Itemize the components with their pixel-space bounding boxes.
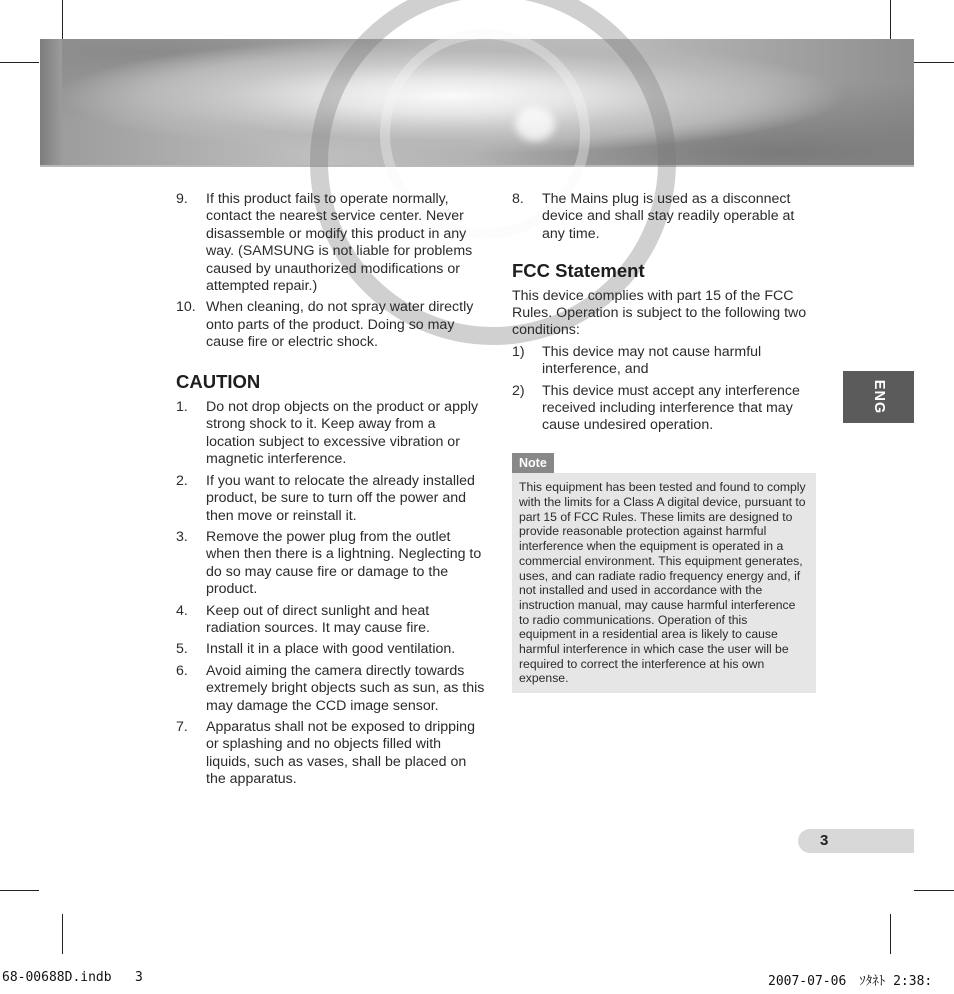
footer-file-page: 3 [135, 970, 143, 985]
language-tab [843, 371, 914, 423]
fcc-intro: This device complies with part 15 of the FCC Rules. Operation is subject to the following two conditions: [512, 287, 807, 339]
list-item: 6. Avoid aiming the camera directly towards extremely bright objects such as sun, as this may damage the CCD image sensor. [176, 662, 485, 714]
crop-mark [914, 62, 954, 63]
list-item: 4. Keep out of direct sunlight and heat radiation sources. It may cause fire. [176, 602, 430, 636]
list-item: 9. If this product fails to operate normally, contact the nearest service center. Never disassemble or modify this product in any way. (SAMSUNG is not liable for problems caused by unauthorized modifications or attempted repair.) [176, 191, 473, 295]
list-item: 2) This device must accept any interference received including interference that may cause undesired operation. [512, 382, 800, 434]
caution-list [176, 399, 486, 789]
note-box: This equipment has been tested and found to comply with the limits for a Class A digital device, pursuant to part 15 of FCC Rules. These limits are designed to provide reasonable protection against harmful interference when the equipment is operated in a commercial environment. This equipment generates, uses, and can radiate radio frequency energy and, if not installed and used in accordance with the instruction manual, may cause harmful interference to radio communications. Operation of this equipment in a residential area is likely to cause harmful interference in which case the user will be required to correct the interference at his own expense. [512, 473, 816, 693]
list-item: 2. If you want to relocate the already installed product, be sure to turn off the power and then move or reinstall it. [176, 472, 475, 524]
fcc-heading: FCC Statement [512, 260, 645, 282]
list-item: 10. When cleaning, do not spray water directly onto parts of the product. Doing so may cause fire or electric shock. [176, 299, 474, 351]
list-item: 8. The Mains plug is used as a disconnect device and shall stay readily operable at any time. [512, 191, 795, 242]
crop-mark [62, 914, 63, 954]
note-label: Note [512, 453, 554, 473]
footer-timestamp: 2007-07-06 ｿﾀﾈﾄ 2:38: [768, 974, 933, 989]
crop-mark [62, 0, 63, 39]
crop-mark [890, 0, 891, 39]
header-banner-image [40, 39, 914, 167]
safety-list-item8 [512, 191, 818, 243]
caution-heading: CAUTION [176, 370, 261, 392]
safety-list-continued [176, 191, 486, 352]
list-item: 1. Do not drop objects on the product or apply strong shock to it. Keep away from a location subject to excessive vibration or magnetic interference. [176, 399, 479, 468]
list-item: 5. Install it in a place with good ventilation. [176, 641, 456, 658]
right-column [512, 191, 818, 693]
footer-filename: 68-00688D.indb [2, 970, 112, 985]
left-column [176, 191, 486, 793]
list-item: 7. Apparatus shall not be exposed to dripping or splashing and no objects filled with liquids, such as vases, shall be placed on the apparatus. [176, 718, 475, 788]
crop-mark [890, 914, 891, 954]
page-number-tab [798, 829, 914, 853]
fcc-conditions-list [512, 344, 818, 435]
list-item: 3. Remove the power plug from the outlet when then there is a lightning. Neglecting to do so may cause fire or damage to the product. [176, 528, 482, 598]
language-tab-label: ENG [870, 379, 887, 415]
crop-mark [0, 890, 39, 891]
crop-mark [0, 62, 39, 63]
page-number: 3 [820, 832, 829, 849]
list-item: 1) This device may not cause harmful interference, and [512, 343, 762, 378]
crop-mark [914, 890, 954, 891]
